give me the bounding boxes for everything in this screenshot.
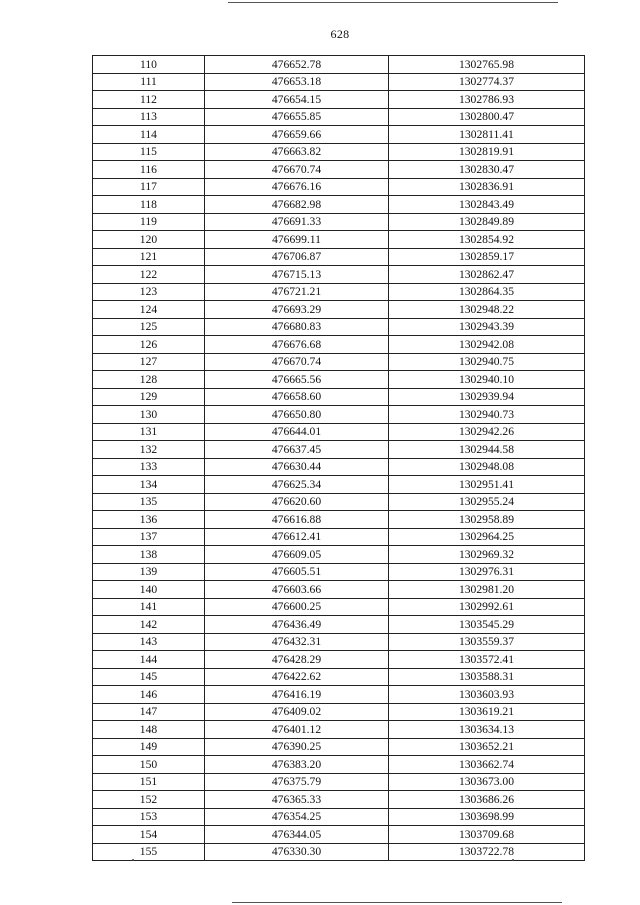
y-coordinate-cell: 1303686.26 (389, 791, 585, 809)
x-coordinate-cell: 476659.66 (205, 126, 389, 144)
x-coordinate-cell: 476330.30 (205, 843, 389, 861)
x-coordinate-cell: 476432.31 (205, 633, 389, 651)
point-number-cell: 136 (93, 511, 205, 529)
point-number-cell: 152 (93, 791, 205, 809)
point-number-cell: 137 (93, 528, 205, 546)
table-row (93, 108, 585, 126)
y-coordinate-cell: 1302939.94 (389, 388, 585, 406)
table-row (93, 843, 585, 861)
table-row (93, 406, 585, 424)
point-number-cell: 117 (93, 178, 205, 196)
y-coordinate-cell: 1302800.47 (389, 108, 585, 126)
y-coordinate-cell: 1303722.78 (389, 843, 585, 861)
point-number-cell: 129 (93, 388, 205, 406)
table-row (93, 371, 585, 389)
x-coordinate-cell: 476663.82 (205, 143, 389, 161)
y-coordinate-cell: 1302862.47 (389, 266, 585, 284)
y-coordinate-cell: 1302864.35 (389, 283, 585, 301)
table-row (93, 721, 585, 739)
y-coordinate-cell: 1302836.91 (389, 178, 585, 196)
table-row (93, 196, 585, 214)
y-coordinate-cell: 1302948.08 (389, 458, 585, 476)
x-coordinate-cell: 476605.51 (205, 563, 389, 581)
table-row (93, 441, 585, 459)
y-coordinate-cell: 1302854.92 (389, 231, 585, 249)
x-coordinate-cell: 476665.56 (205, 371, 389, 389)
point-number-cell: 135 (93, 493, 205, 511)
y-coordinate-cell: 1303709.68 (389, 826, 585, 844)
y-coordinate-cell: 1302944.58 (389, 441, 585, 459)
table-row (93, 283, 585, 301)
point-number-cell: 133 (93, 458, 205, 476)
table-row (93, 738, 585, 756)
table-row (93, 651, 585, 669)
y-coordinate-cell: 1302940.10 (389, 371, 585, 389)
table-row (93, 826, 585, 844)
y-coordinate-cell: 1302830.47 (389, 161, 585, 179)
x-coordinate-cell: 476625.34 (205, 476, 389, 494)
y-coordinate-cell: 1303603.93 (389, 686, 585, 704)
x-coordinate-cell: 476650.80 (205, 406, 389, 424)
point-number-cell: 140 (93, 581, 205, 599)
point-number-cell: 134 (93, 476, 205, 494)
point-number-cell: 112 (93, 91, 205, 109)
x-coordinate-cell: 476609.05 (205, 546, 389, 564)
y-coordinate-cell: 1302964.25 (389, 528, 585, 546)
x-coordinate-cell: 476676.16 (205, 178, 389, 196)
y-coordinate-cell: 1303559.37 (389, 633, 585, 651)
y-coordinate-cell: 1302819.91 (389, 143, 585, 161)
point-number-cell: 131 (93, 423, 205, 441)
y-coordinate-cell: 1302969.32 (389, 546, 585, 564)
y-coordinate-cell: 1302786.93 (389, 91, 585, 109)
x-coordinate-cell: 476658.60 (205, 388, 389, 406)
point-number-cell: 118 (93, 196, 205, 214)
point-number-cell: 119 (93, 213, 205, 231)
point-number-cell: 144 (93, 651, 205, 669)
y-coordinate-cell: 1302940.73 (389, 406, 585, 424)
y-coordinate-cell: 1302942.26 (389, 423, 585, 441)
table-row (93, 476, 585, 494)
point-number-cell: 122 (93, 266, 205, 284)
x-coordinate-cell: 476612.41 (205, 528, 389, 546)
y-coordinate-cell: 1302843.49 (389, 196, 585, 214)
point-number-cell: 120 (93, 231, 205, 249)
x-coordinate-cell: 476390.25 (205, 738, 389, 756)
y-coordinate-cell: 1303588.31 (389, 668, 585, 686)
table-row (93, 668, 585, 686)
table-row (93, 178, 585, 196)
table-row (93, 773, 585, 791)
x-coordinate-cell: 476655.85 (205, 108, 389, 126)
table-row (93, 248, 585, 266)
x-coordinate-cell: 476715.13 (205, 266, 389, 284)
point-number-cell: 116 (93, 161, 205, 179)
y-coordinate-cell: 1302955.24 (389, 493, 585, 511)
x-coordinate-cell: 476706.87 (205, 248, 389, 266)
table-row (93, 336, 585, 354)
table-row (93, 143, 585, 161)
y-coordinate-cell: 1303634.13 (389, 721, 585, 739)
y-coordinate-cell: 1302811.41 (389, 126, 585, 144)
y-coordinate-cell: 1302981.20 (389, 581, 585, 599)
table-row (93, 703, 585, 721)
table-row (93, 73, 585, 91)
x-coordinate-cell: 476401.12 (205, 721, 389, 739)
table-row (93, 493, 585, 511)
table-row (93, 388, 585, 406)
y-coordinate-cell: 1303545.29 (389, 616, 585, 634)
table-row (93, 353, 585, 371)
point-number-cell: 153 (93, 808, 205, 826)
point-number-cell: 145 (93, 668, 205, 686)
x-coordinate-cell: 476676.68 (205, 336, 389, 354)
y-coordinate-cell: 1303673.00 (389, 773, 585, 791)
point-number-cell: 147 (93, 703, 205, 721)
y-coordinate-cell: 1302765.98 (389, 56, 585, 74)
x-coordinate-cell: 476354.25 (205, 808, 389, 826)
y-coordinate-cell: 1302940.75 (389, 353, 585, 371)
table-row (93, 126, 585, 144)
coordinates-table (92, 55, 585, 861)
point-number-cell: 124 (93, 301, 205, 319)
page-number: 628 (330, 27, 350, 41)
point-number-cell: 132 (93, 441, 205, 459)
scan-speck (132, 859, 134, 861)
y-coordinate-cell: 1302958.89 (389, 511, 585, 529)
table-row (93, 791, 585, 809)
y-coordinate-cell: 1302774.37 (389, 73, 585, 91)
point-number-cell: 125 (93, 318, 205, 336)
table-row (93, 161, 585, 179)
table-row (93, 213, 585, 231)
table-row (93, 808, 585, 826)
x-coordinate-cell: 476365.33 (205, 791, 389, 809)
y-coordinate-cell: 1302859.17 (389, 248, 585, 266)
x-coordinate-cell: 476682.98 (205, 196, 389, 214)
point-number-cell: 111 (93, 73, 205, 91)
x-coordinate-cell: 476436.49 (205, 616, 389, 634)
table-row (93, 598, 585, 616)
x-coordinate-cell: 476616.88 (205, 511, 389, 529)
x-coordinate-cell: 476630.44 (205, 458, 389, 476)
table-row (93, 546, 585, 564)
table-row (93, 318, 585, 336)
coordinates-table-body (93, 56, 585, 861)
point-number-cell: 143 (93, 633, 205, 651)
x-coordinate-cell: 476600.25 (205, 598, 389, 616)
point-number-cell: 138 (93, 546, 205, 564)
table-row (93, 458, 585, 476)
point-number-cell: 150 (93, 756, 205, 774)
x-coordinate-cell: 476375.79 (205, 773, 389, 791)
point-number-cell: 110 (93, 56, 205, 74)
point-number-cell: 126 (93, 336, 205, 354)
x-coordinate-cell: 476680.83 (205, 318, 389, 336)
y-coordinate-cell: 1302942.08 (389, 336, 585, 354)
table-row (93, 231, 585, 249)
table-row (93, 581, 585, 599)
point-number-cell: 148 (93, 721, 205, 739)
point-number-cell: 141 (93, 598, 205, 616)
x-coordinate-cell: 476644.01 (205, 423, 389, 441)
x-coordinate-cell: 476422.62 (205, 668, 389, 686)
scan-speck (512, 859, 514, 861)
x-coordinate-cell: 476409.02 (205, 703, 389, 721)
table-row (93, 616, 585, 634)
y-coordinate-cell: 1303652.21 (389, 738, 585, 756)
point-number-cell: 114 (93, 126, 205, 144)
y-coordinate-cell: 1302951.41 (389, 476, 585, 494)
y-coordinate-cell: 1303698.99 (389, 808, 585, 826)
point-number-cell: 142 (93, 616, 205, 634)
bottom-rule (232, 902, 562, 903)
point-number-cell: 154 (93, 826, 205, 844)
x-coordinate-cell: 476620.60 (205, 493, 389, 511)
table-row (93, 423, 585, 441)
y-coordinate-cell: 1303662.74 (389, 756, 585, 774)
point-number-cell: 121 (93, 248, 205, 266)
y-coordinate-cell: 1302992.61 (389, 598, 585, 616)
table-row (93, 563, 585, 581)
x-coordinate-cell: 476652.78 (205, 56, 389, 74)
x-coordinate-cell: 476699.11 (205, 231, 389, 249)
table-row (93, 633, 585, 651)
table-row (93, 56, 585, 74)
y-coordinate-cell: 1303619.21 (389, 703, 585, 721)
x-coordinate-cell: 476383.20 (205, 756, 389, 774)
point-number-cell: 123 (93, 283, 205, 301)
point-number-cell: 130 (93, 406, 205, 424)
x-coordinate-cell: 476693.29 (205, 301, 389, 319)
top-rule (228, 2, 558, 3)
point-number-cell: 155 (93, 843, 205, 861)
x-coordinate-cell: 476344.05 (205, 826, 389, 844)
x-coordinate-cell: 476670.74 (205, 353, 389, 371)
x-coordinate-cell: 476653.18 (205, 73, 389, 91)
table-row (93, 756, 585, 774)
table-row (93, 511, 585, 529)
table-row (93, 266, 585, 284)
point-number-cell: 128 (93, 371, 205, 389)
x-coordinate-cell: 476637.45 (205, 441, 389, 459)
x-coordinate-cell: 476691.33 (205, 213, 389, 231)
y-coordinate-cell: 1302849.89 (389, 213, 585, 231)
point-number-cell: 113 (93, 108, 205, 126)
point-number-cell: 149 (93, 738, 205, 756)
x-coordinate-cell: 476721.21 (205, 283, 389, 301)
y-coordinate-cell: 1302948.22 (389, 301, 585, 319)
x-coordinate-cell: 476654.15 (205, 91, 389, 109)
x-coordinate-cell: 476603.66 (205, 581, 389, 599)
y-coordinate-cell: 1302943.39 (389, 318, 585, 336)
table-row (93, 686, 585, 704)
y-coordinate-cell: 1302976.31 (389, 563, 585, 581)
point-number-cell: 146 (93, 686, 205, 704)
point-number-cell: 139 (93, 563, 205, 581)
x-coordinate-cell: 476670.74 (205, 161, 389, 179)
table-row (93, 528, 585, 546)
point-number-cell: 151 (93, 773, 205, 791)
table-row (93, 91, 585, 109)
point-number-cell: 127 (93, 353, 205, 371)
point-number-cell: 115 (93, 143, 205, 161)
table-row (93, 301, 585, 319)
x-coordinate-cell: 476428.29 (205, 651, 389, 669)
x-coordinate-cell: 476416.19 (205, 686, 389, 704)
y-coordinate-cell: 1303572.41 (389, 651, 585, 669)
